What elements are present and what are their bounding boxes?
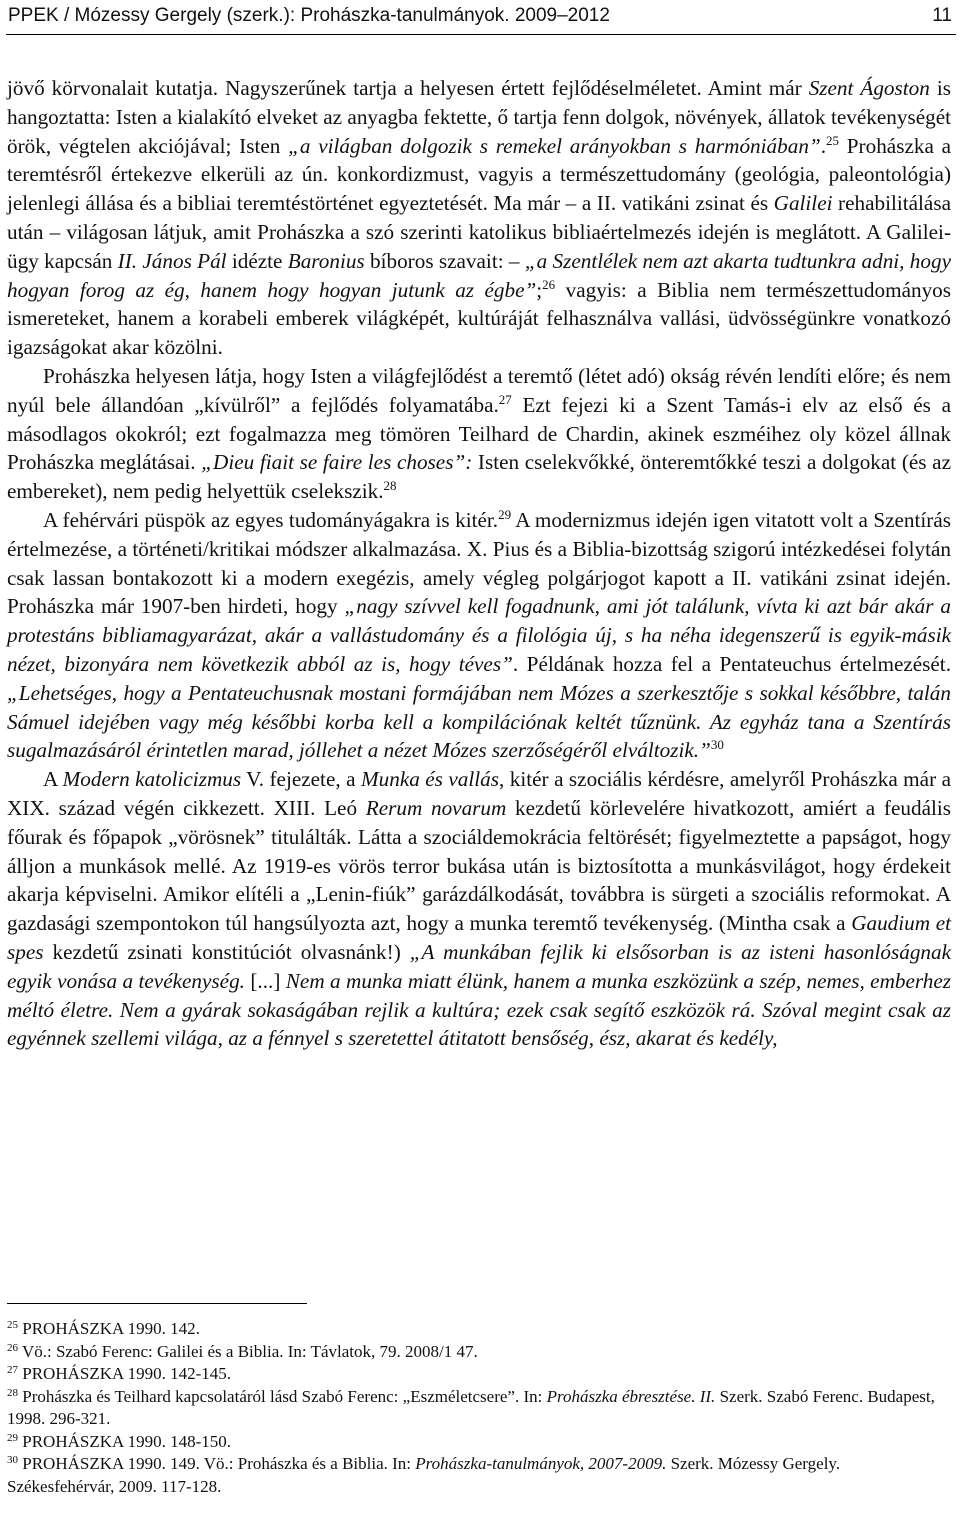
footnote-ref-28[interactable]: 28	[383, 478, 397, 494]
running-header	[6, 4, 956, 35]
footnote-ref-26[interactable]: 26	[542, 276, 556, 292]
footnote-29: $^{29}$ PROHÁSZKA 1990. 148-150.	[7, 1431, 231, 1451]
footnote-26: $^{26}$ Vö.: Szabó Ferenc: Galilei és a Biblia. In: Távlatok, 79. 2008/1 47.	[7, 1341, 478, 1361]
paragraph-4: A Modern katolicizmus V. fejezete, a Munka és vallás, kitér a szociális kérdésre, amelyről Prohászka már a XIX. század végén cikkezett. XIII. Leó Rerum novarum kezdetű körlevelére hivatkozott, amiért a feudális főurak és főpapok „vörösnek” titulálták. Látta a szociáldemokrácia feltörését; figyelmeztette a papságot, hogy álljon a munkások mellé. Az 1919-es vörös terror bukása után is biztosította a munkásvilágot, hogy érdekeit akarja képviselni. Amikor elítéli a „Lenin-fiúk” garázdálkodását, továbbra is sürgeti a szociális reformokat. A gazdasági szempontokon túl hangsúlyozta azt, hogy a munka teremtő tevékenység. (Mintha csak a Gaudium et spes kezdetű zsinati konstitúciót olvasnánk!) „A munkában fejlik ki elsősorban is az isteni hasonlóságnak egyik vonása a tevékenység. [...] Nem a munka miatt élünk, hanem a munka eszközünk a szép, nemes, emberhez méltó életre. Nem a gyárak sokaságában rejlik a kultúra; ezek csak segítő eszközök rá. Szóval megint csak az egyénnek szellemi világa, az a fénnyel s szeretettel átitatott bensőség, ész, akarat és kedély,	[7, 767, 952, 1051]
footnote-separator	[7, 1303, 307, 1304]
footnote-ref-25[interactable]: 25	[826, 132, 839, 148]
footnote-ref-29[interactable]: 29	[498, 506, 512, 522]
paragraph-2: Prohászka helyesen látja, hogy Isten a világfejlődést a teremtő (létet adó) okság révén lendíti előre; és nem nyúl bele állandóan „kívülről” a fejlődés folyamatába.$^{27}$ Ezt fejezi ki a Szent Tamás-i elv az első és a másodlagos okokról; ezt fogalmazza meg tömören Teilhard de Chardin, akinek eszméihez oly közel állnak Prohászka meglátásai. „Dieu fiait se faire les choses”: Isten cselekvőkké, önteremtőkké teszi a dolgokat (és az embereket), nem pedig helyettük cselekszik.$^{28}$	[7, 363, 951, 504]
footnote-25: $^{25}$ PROHÁSZKA 1990. 142.	[7, 1319, 200, 1338]
footnote-ref-30[interactable]: 30	[710, 737, 724, 753]
footnote-30: $^{30}$ PROHÁSZKA 1990. 149. Vö.: Prohászka és a Biblia. In: Prohászka-tanulmányok, 2007-2009. Szerk. Mózessy Gergely. Székesfehérvár, 2009. 117-128.	[7, 1454, 841, 1496]
paragraph-3: A fehérvári püspök az egyes tudományágakra is kitér.$^{29}$ A modernizmus idején igen vitatott volt a Szentírás értelmezése, a történeti/kritikai módszer alkalmazása. X. Pius és a Biblia-bizottság szigorú intézkedései folytán csak lassan bontakozott ki a modern exegézis, amely végleg polgárjogot kapott a II. vatikáni zsinat idején. Prohászka már 1907-ben hirdeti, hogy „nagy szívvel kell fogadnunk, ami jót találunk, vívta ki azt bár akár a protestáns bibliamagyarázat, akár a vallástudomány és a filológia új, s ha néha idegenszerű is egyik-másik nézet, bizonyára nem következik abból az is, hogy téves”. Példának hozza fel a Pentateuchus értelmezését. „Lehetséges, hogy a Pentateuchusnak mostani formájában nem Mózes a szerkesztője s sokkal későbbre, talán Sámuel idejében vagy még későbbi korba kell a kompilációnak keltét tűznünk. Az egyház tana a Szentírás sugalmazásáról érintetlen marad, jóllehet a nézet Mózes szerzőségéről elváltozik.”$^{30}$	[7, 506, 951, 763]
header-title: PPEK / Mózessy Gergely (szerk.): Prohászka-tanulmányok. 2009–2012	[8, 5, 610, 26]
footnote-27: $^{27}$ PROHÁSZKA 1990. 142-145.	[7, 1364, 231, 1383]
footnotes	[7, 1318, 951, 1498]
paragraph-1: jövő körvonalait kutatja. Nagyszerűnek tartja a helyesen értett fejlődéselméletet. Amint már Szent Ágoston is hangoztatta: Isten a kialakító elveket az anyagba fektette, ő tartja fenn dolgok, növények, állatok tevékenységét örök, végtelen akciójával; Isten „a világban dolgozik s remekel arányokban s harmóniában”.$^{25}$ Prohászka a teremtésről értekezve elkerüli az ún. konkordizmust, vagyis a természettudomány (geológia, paleontológia) jelenlegi állása és a bibliai teremtéstörténet egyeztetését. Ma már – a II. vatikáni zsinat és Galilei rehabilitálása után – világosan látjuk, amit Prohászka a szó szerinti katolikus bibliaértelmezés idején is meglátott. A Galilei-ügy kapcsán II. János Pál idézte Baronius bíboros szavait: – „a Szentlélek nem azt akarta tudtunkra adni, hogy hogyan forog az ég, hanem hogy hogyan jutunk az égbe”;$^{26}$ vagyis: a Biblia nem természettudományos ismereteket, hanem a korabeli emberek világképét, kultúráját felhasználva vallási, üdvösségünkre vonatkozó igazságokat akar közölni.	[7, 76, 952, 360]
footnote-ref-27[interactable]: 27	[498, 391, 512, 407]
main-text	[7, 74, 951, 1053]
footnote-28: $^{28}$ Prohászka és Teilhard kapcsolatáról lásd Szabó Ferenc: „Eszméletcsere”. In: Prohászka ébresztése. II. Szerk. Szabó Ferenc. Budapest, 1998. 296-321.	[7, 1386, 935, 1428]
page-number: 11	[932, 5, 952, 26]
